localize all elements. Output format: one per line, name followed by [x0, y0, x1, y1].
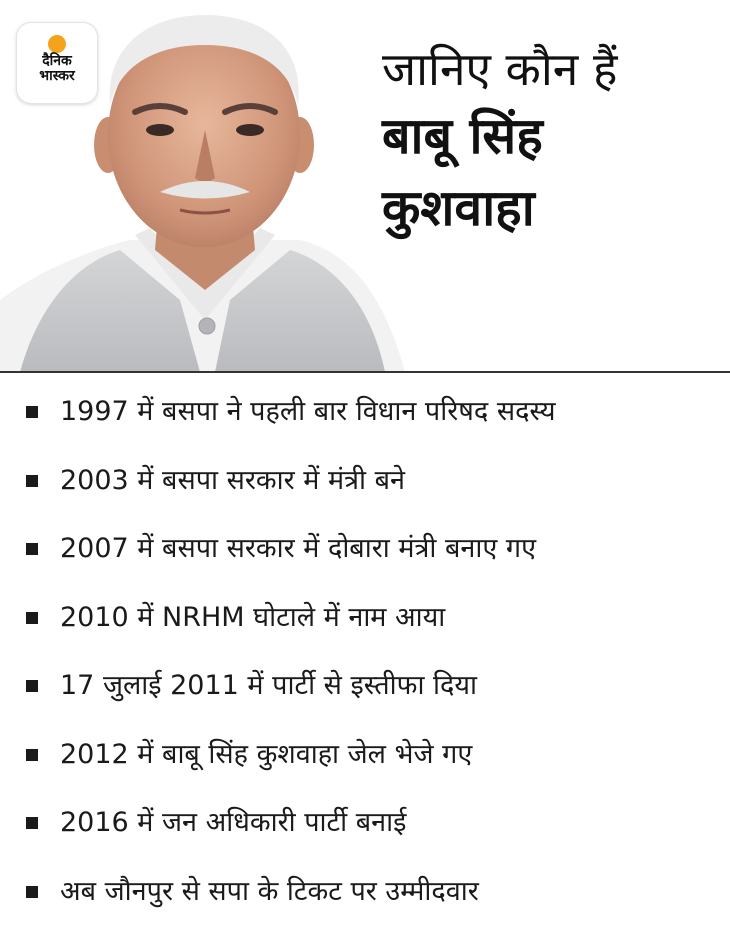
list-item [0, 789, 730, 858]
headline-intro: जानिए कौन हैं [382, 42, 618, 96]
headline-name-line2: कुशवाहा [382, 179, 535, 237]
list-item [0, 721, 730, 790]
list-item [0, 584, 730, 653]
bullet-icon [26, 543, 38, 555]
bullet-icon [26, 886, 38, 898]
bullet-icon [26, 817, 38, 829]
fact-text: 17 जुलाई 2011 में पार्टी से इस्तीफा दिया [60, 670, 478, 702]
list-item [0, 858, 730, 927]
headline-name-line1: बाबू सिंह [382, 107, 543, 165]
bullet-icon [26, 612, 38, 624]
section-divider [0, 371, 730, 373]
brand-logo [17, 23, 97, 103]
list-item [0, 652, 730, 721]
sun-icon [48, 35, 66, 53]
brand-name-line2: भास्कर [39, 68, 75, 84]
list-item [0, 447, 730, 516]
bullet-icon [26, 680, 38, 692]
facts-list [0, 378, 730, 926]
list-item [0, 378, 730, 447]
fact-text: 2007 में बसपा सरकार में दोबारा मंत्री बनाए गए [60, 533, 537, 565]
fact-text: 2016 में जन अधिकारी पार्टी बनाई [60, 807, 407, 839]
bullet-icon [26, 749, 38, 761]
bullet-icon [26, 475, 38, 487]
fact-text: अब जौनपुर से सपा के टिकट पर उम्मीदवार [60, 875, 479, 907]
bullet-icon [26, 406, 38, 418]
headline [382, 38, 722, 244]
fact-text: 2010 में NRHM घोटाले में नाम आया [60, 601, 446, 633]
fact-text: 1997 में बसपा ने पहली बार विधान परिषद सदस्य [60, 396, 556, 428]
brand-name-line1: दैनिक [42, 53, 72, 69]
list-item [0, 515, 730, 584]
fact-text: 2003 में बसपा सरकार में मंत्री बने [60, 464, 406, 496]
fact-text: 2012 में बाबू सिंह कुशवाहा जेल भेजे गए [60, 738, 473, 770]
